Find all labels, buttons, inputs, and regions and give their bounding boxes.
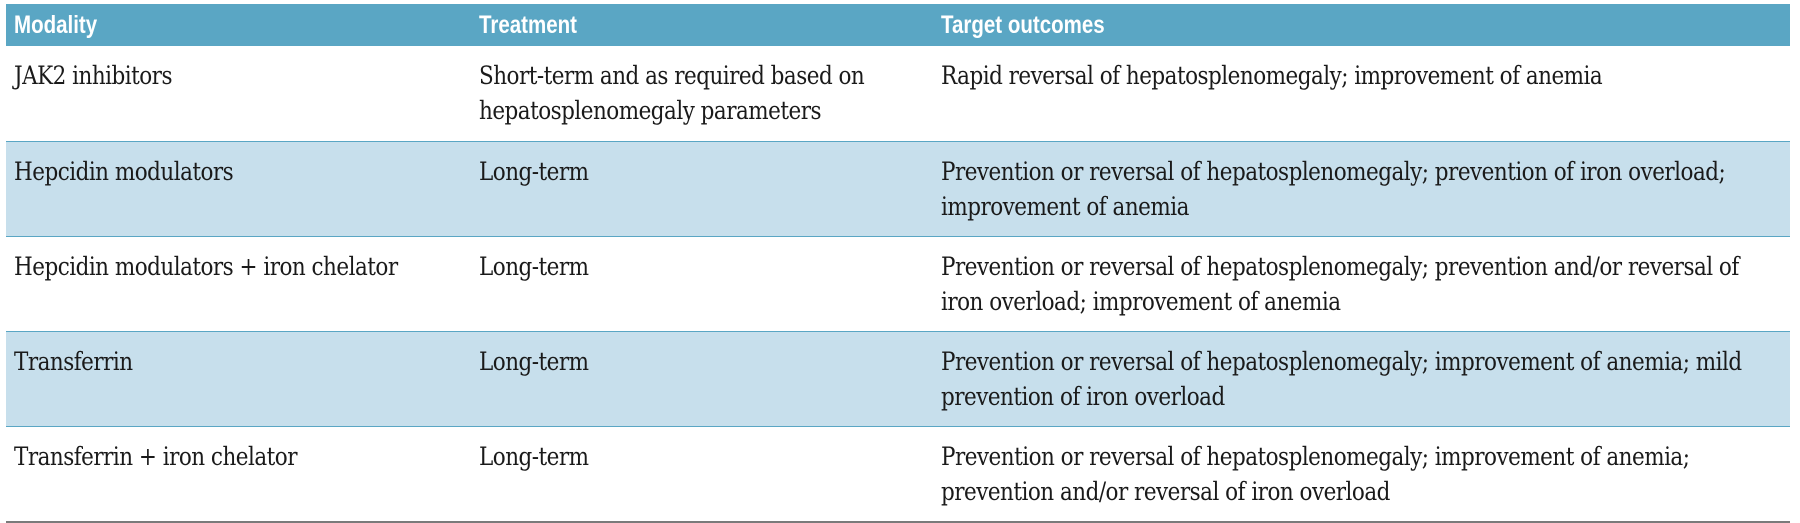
cell-modality: Transferrin + iron chelator [6,427,471,523]
header-treatment: Treatment [471,4,933,46]
cell-treatment: Long-term [471,142,933,237]
cell-modality: JAK2 inhibitors [14,61,172,90]
table-row [6,332,1790,427]
cell-outcomes: Prevention or reversal of hepatosplenomegaly; prevention and/or reversal of iron overload; improvement of anemia [933,237,1790,332]
header-row [6,4,1790,46]
table-row [6,427,1790,523]
cell-outcomes: Prevention or reversal of hepatosplenomegaly; improvement of anemia; prevention and/or reversal of iron overload [933,427,1790,523]
cell-outcomes: Rapid reversal of hepatosplenomegaly; improvement of anemia [941,61,1603,90]
table-row [6,237,1790,332]
cell-treatment: Long-term [471,332,933,427]
header-modality: Modality [6,4,471,46]
cell-modality: Hepcidin modulators [6,142,471,237]
header-target-outcomes: Target outcomes [933,4,1790,46]
cell-treatment: Long-term [471,237,933,332]
table-body [6,46,1790,522]
table-row [6,142,1790,237]
cell-outcomes: Prevention or reversal of hepatosplenomegaly; improvement of anemia; mild prevention of iron overload [933,332,1790,427]
treatment-table [6,4,1790,523]
table-header [6,4,1790,46]
cell-outcomes: Prevention or reversal of hepatosplenomegaly; prevention of iron overload; improvement of anemia [933,142,1790,237]
cell-modality: Transferrin [6,332,471,427]
cell-treatment: Short-term and as required based on hepatosplenomegaly parameters [479,61,865,125]
treatment-table-container [6,4,1790,523]
cell-modality: Hepcidin modulators + iron chelator [6,237,471,332]
cell-treatment: Long-term [471,427,933,523]
table-row [6,46,1790,142]
